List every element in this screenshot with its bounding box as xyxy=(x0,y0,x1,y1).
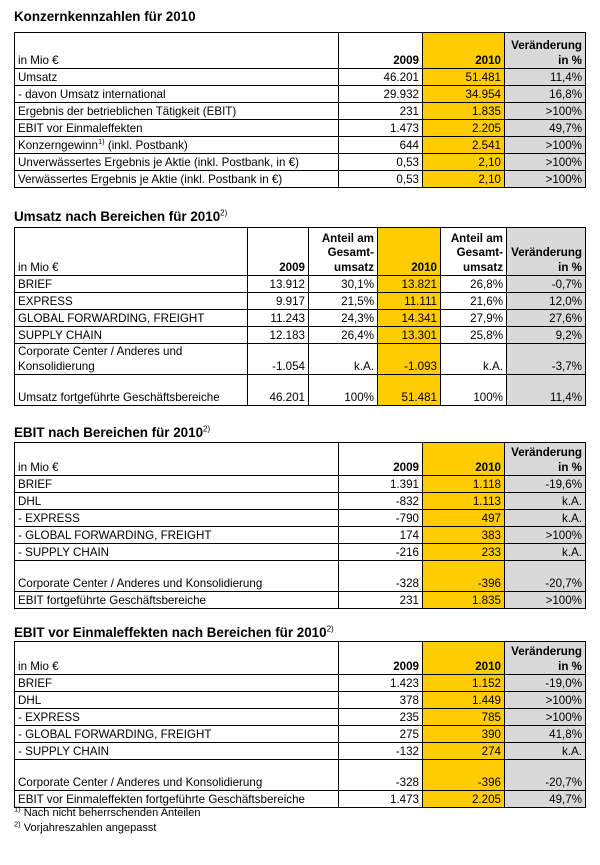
value-2010: 1.835 xyxy=(423,103,505,120)
table-ebit-before-one-offs xyxy=(14,641,586,808)
value-2010: 1.449 xyxy=(423,692,505,709)
table-row xyxy=(15,293,586,310)
value-2010: 233 xyxy=(423,544,505,561)
row-label-text: - SUPPLY CHAIN xyxy=(18,744,110,758)
row-label xyxy=(15,293,248,310)
row-label-text: EBIT vor Einmaleffekten fortgeführte Geschäftsbereiche xyxy=(18,792,305,806)
footnote-mark: 2) xyxy=(14,819,21,829)
row-label-text: - davon Umsatz international xyxy=(18,87,166,101)
section-title-text: Konzernkennzahlen für 2010 xyxy=(14,9,196,24)
header-2010: 2010 xyxy=(378,228,441,276)
value-2009: 29.932 xyxy=(339,86,423,103)
value-2009: 1.423 xyxy=(339,675,423,692)
value-2010: 390 xyxy=(423,726,505,743)
table-row xyxy=(15,760,586,791)
value-change: 49,7% xyxy=(505,120,586,137)
share-2009: 21,5% xyxy=(309,293,378,310)
value-2009: 1.473 xyxy=(339,120,423,137)
value-change: >100% xyxy=(505,171,586,188)
row-label xyxy=(15,154,339,171)
table-row xyxy=(15,544,586,561)
value-2010: -396 xyxy=(423,760,505,791)
value-2010: 2,10 xyxy=(423,171,505,188)
row-label-text: - EXPRESS xyxy=(18,710,80,724)
share-2009: 26,4% xyxy=(309,327,378,344)
row-label-text: EBIT fortgeführte Geschäftsbereiche xyxy=(18,593,206,607)
table-row xyxy=(15,103,586,120)
value-2010: 274 xyxy=(423,743,505,760)
value-2009: 1.391 xyxy=(339,476,423,493)
table-row xyxy=(15,86,586,103)
row-label xyxy=(15,171,339,188)
header-change: Veränderung in % xyxy=(505,443,586,476)
footnote-mark: 1) xyxy=(14,804,21,814)
share-2010: 27,9% xyxy=(441,310,507,327)
header-2010: 2010 xyxy=(423,642,505,675)
row-label xyxy=(15,86,339,103)
value-2009: 231 xyxy=(339,592,423,609)
table-row xyxy=(15,561,586,592)
title-footnote-mark: 2) xyxy=(203,424,211,434)
value-2009: -832 xyxy=(339,493,423,510)
value-change: >100% xyxy=(505,137,586,154)
value-2009: 9.917 xyxy=(248,293,309,310)
header-2010: 2010 xyxy=(423,443,505,476)
header-unit-label: in Mio € xyxy=(15,642,339,675)
row-label-text: - EXPRESS xyxy=(18,511,80,525)
table-row xyxy=(15,791,586,808)
share-2010: k.A. xyxy=(441,344,507,375)
table-header-row xyxy=(15,443,586,476)
value-change: 41,8% xyxy=(505,726,586,743)
share-2009: 30,1% xyxy=(309,276,378,293)
value-2009: 1.473 xyxy=(339,791,423,808)
value-change: 27,6% xyxy=(507,310,586,327)
footnote-text: Nach nicht beherrschenden Anteilen xyxy=(20,807,201,819)
value-2010: 34.954 xyxy=(423,86,505,103)
row-label xyxy=(15,476,339,493)
value-2009: 46.201 xyxy=(248,375,309,406)
value-2009: -132 xyxy=(339,743,423,760)
row-label xyxy=(15,310,248,327)
table-row xyxy=(15,327,586,344)
table-row xyxy=(15,493,586,510)
share-2010: 25,8% xyxy=(441,327,507,344)
value-change: >100% xyxy=(505,154,586,171)
footnote-mark: 1) xyxy=(97,136,105,146)
value-2010: 1.118 xyxy=(423,476,505,493)
row-label xyxy=(15,561,339,592)
share-2009: k.A. xyxy=(309,344,378,375)
table-row xyxy=(15,276,586,293)
value-2009: 644 xyxy=(339,137,423,154)
value-2010: 2,10 xyxy=(423,154,505,171)
row-label-text: - SUPPLY CHAIN xyxy=(18,545,110,559)
value-2009: 11.243 xyxy=(248,310,309,327)
header-2009: 2009 xyxy=(339,642,423,675)
value-2009: -328 xyxy=(339,760,423,791)
row-label-text: GLOBAL FORWARDING, FREIGHT xyxy=(18,311,205,325)
value-change: >100% xyxy=(505,592,586,609)
value-change: >100% xyxy=(505,709,586,726)
row-label-text: Umsatz fortgeführte Geschäftsbereiche xyxy=(18,390,220,404)
table-row xyxy=(15,709,586,726)
table-row xyxy=(15,310,586,327)
section-title-revenue xyxy=(14,209,227,224)
section-title-text: EBIT vor Einmaleffekten nach Bereichen für 2010 xyxy=(14,625,327,640)
value-2009: -216 xyxy=(339,544,423,561)
row-label-text: BRIEF xyxy=(18,477,53,491)
row-label-text: Unverwässertes Ergebnis je Aktie (inkl. Postbank, in €) xyxy=(18,155,299,169)
value-change: 11,4% xyxy=(507,375,586,406)
value-2009: 0,53 xyxy=(339,171,423,188)
row-label xyxy=(15,592,339,609)
value-2009: 378 xyxy=(339,692,423,709)
value-2010: 13.821 xyxy=(378,276,441,293)
value-2009: -1.054 xyxy=(248,344,309,375)
footnote-text: Vorjahreszahlen angepasst xyxy=(20,822,157,834)
row-label xyxy=(15,726,339,743)
value-change: >100% xyxy=(505,692,586,709)
footnote-2 xyxy=(14,821,200,836)
row-label-text: - GLOBAL FORWARDING, FREIGHT xyxy=(18,727,212,741)
value-2010: -396 xyxy=(423,561,505,592)
header-unit-label: in Mio € xyxy=(15,443,339,476)
value-2010: 1.113 xyxy=(423,493,505,510)
table-ebit-by-division xyxy=(14,442,586,609)
row-label-text: DHL xyxy=(18,693,42,707)
value-2009: 231 xyxy=(339,103,423,120)
row-label-text: BRIEF xyxy=(18,676,53,690)
value-2010: 497 xyxy=(423,510,505,527)
table-header-row xyxy=(15,642,586,675)
table-header-row xyxy=(15,33,586,69)
row-label xyxy=(15,709,339,726)
value-2009: -328 xyxy=(339,561,423,592)
header-2009: 2009 xyxy=(339,443,423,476)
value-change: >100% xyxy=(505,527,586,544)
table-row xyxy=(15,510,586,527)
table-row xyxy=(15,137,586,154)
header-share-2009: Anteil am Gesamt-umsatz xyxy=(309,228,378,276)
header-2009: 2009 xyxy=(248,228,309,276)
table-row xyxy=(15,171,586,188)
value-2009: 275 xyxy=(339,726,423,743)
value-2009: 46.201 xyxy=(339,69,423,86)
row-label-text: SUPPLY CHAIN xyxy=(18,328,102,342)
value-2010: 13.301 xyxy=(378,327,441,344)
row-label xyxy=(15,743,339,760)
row-label-suffix: (inkl. Postbank) xyxy=(104,138,188,152)
row-label-text: Konzerngewinn xyxy=(18,138,98,152)
header-2010: 2010 xyxy=(423,33,505,69)
table-row xyxy=(15,592,586,609)
value-2010: 1.835 xyxy=(423,592,505,609)
row-label xyxy=(15,344,248,375)
row-label-text: EBIT vor Einmaleffekten xyxy=(18,121,143,135)
value-change: k.A. xyxy=(505,544,586,561)
value-2009: 0,53 xyxy=(339,154,423,171)
value-2010: 51.481 xyxy=(423,69,505,86)
value-change: 16,8% xyxy=(505,86,586,103)
value-change: 9,2% xyxy=(507,327,586,344)
value-change: k.A. xyxy=(505,510,586,527)
row-label xyxy=(15,103,339,120)
table-row xyxy=(15,344,586,375)
row-label xyxy=(15,276,248,293)
header-2009: 2009 xyxy=(339,33,423,69)
value-change: -20,7% xyxy=(505,561,586,592)
value-change: -19,6% xyxy=(505,476,586,493)
title-footnote-mark: 2) xyxy=(326,624,334,634)
row-label-text: Corporate Center / Anderes und Konsolidierung xyxy=(18,576,263,590)
header-unit-label: in Mio € xyxy=(15,33,339,69)
section-title-text: EBIT nach Bereichen für 2010 xyxy=(14,425,204,440)
header-change: Veränderung in % xyxy=(507,228,586,276)
row-label xyxy=(15,493,339,510)
value-change: 49,7% xyxy=(505,791,586,808)
table-key-figures xyxy=(14,32,586,188)
row-label xyxy=(15,510,339,527)
table-row xyxy=(15,692,586,709)
value-change: k.A. xyxy=(505,493,586,510)
value-2010: 11.111 xyxy=(378,293,441,310)
row-label xyxy=(15,692,339,709)
value-2010: 383 xyxy=(423,527,505,544)
value-2010: 2.205 xyxy=(423,791,505,808)
footnote-1 xyxy=(14,806,200,821)
value-change: -0,7% xyxy=(507,276,586,293)
value-2010: 14.341 xyxy=(378,310,441,327)
header-share-2010: Anteil am Gesamt-umsatz xyxy=(441,228,507,276)
table-row xyxy=(15,726,586,743)
row-label-text: DHL xyxy=(18,494,42,508)
share-2009: 100% xyxy=(309,375,378,406)
header-change: Veränderung in % xyxy=(505,642,586,675)
row-label xyxy=(15,760,339,791)
value-change: 11,4% xyxy=(505,69,586,86)
share-2010: 26,8% xyxy=(441,276,507,293)
header-unit-label: in Mio € xyxy=(15,228,248,276)
row-label-text: Corporate Center / Anderes und Konsolidierung xyxy=(18,775,263,789)
value-2010: 51.481 xyxy=(378,375,441,406)
share-2009: 24,3% xyxy=(309,310,378,327)
row-label-text: Verwässertes Ergebnis je Aktie (inkl. Postbank in €) xyxy=(18,172,283,186)
table-row xyxy=(15,743,586,760)
table-row xyxy=(15,675,586,692)
section-title-key-figures xyxy=(14,9,196,24)
row-label xyxy=(15,544,339,561)
value-2009: 12.183 xyxy=(248,327,309,344)
value-2009: -790 xyxy=(339,510,423,527)
section-title-ebit xyxy=(14,425,210,440)
value-2010: 2.205 xyxy=(423,120,505,137)
title-footnote-mark: 2) xyxy=(220,208,228,218)
row-label-text: - GLOBAL FORWARDING, FREIGHT xyxy=(18,528,212,542)
table-row xyxy=(15,476,586,493)
value-change: >100% xyxy=(505,103,586,120)
row-label-text: EXPRESS xyxy=(18,294,73,308)
row-label xyxy=(15,327,248,344)
row-label xyxy=(15,137,339,154)
table-header-row xyxy=(15,228,586,276)
value-2010: 785 xyxy=(423,709,505,726)
row-label xyxy=(15,527,339,544)
table-row xyxy=(15,154,586,171)
value-2009: 13.912 xyxy=(248,276,309,293)
row-label xyxy=(15,791,339,808)
value-2010: 2.541 xyxy=(423,137,505,154)
value-change: k.A. xyxy=(505,743,586,760)
value-change: -19,0% xyxy=(505,675,586,692)
table-row xyxy=(15,527,586,544)
value-change: -3,7% xyxy=(507,344,586,375)
value-2010: 1.152 xyxy=(423,675,505,692)
table-row xyxy=(15,69,586,86)
share-2010: 100% xyxy=(441,375,507,406)
table-row xyxy=(15,375,586,406)
row-label xyxy=(15,675,339,692)
table-row xyxy=(15,120,586,137)
row-label-text: Corporate Center / Anderes und Konsolidierung xyxy=(18,345,183,373)
section-title-ebit-before-one-offs xyxy=(14,625,334,640)
value-change: 12,0% xyxy=(507,293,586,310)
row-label-text: Ergebnis der betrieblichen Tätigkeit (EBIT) xyxy=(18,104,237,118)
table-revenue-by-division xyxy=(14,227,586,406)
row-label xyxy=(15,375,248,406)
row-label-text: Umsatz xyxy=(18,70,58,84)
value-2010: -1.093 xyxy=(378,344,441,375)
share-2010: 21,6% xyxy=(441,293,507,310)
value-2009: 235 xyxy=(339,709,423,726)
footnotes xyxy=(14,806,200,836)
header-change: Veränderung in % xyxy=(505,33,586,69)
value-change: -20,7% xyxy=(505,760,586,791)
section-title-text: Umsatz nach Bereichen für 2010 xyxy=(14,209,221,224)
row-label-text: BRIEF xyxy=(18,277,53,291)
row-label xyxy=(15,69,339,86)
value-2009: 174 xyxy=(339,527,423,544)
row-label xyxy=(15,120,339,137)
